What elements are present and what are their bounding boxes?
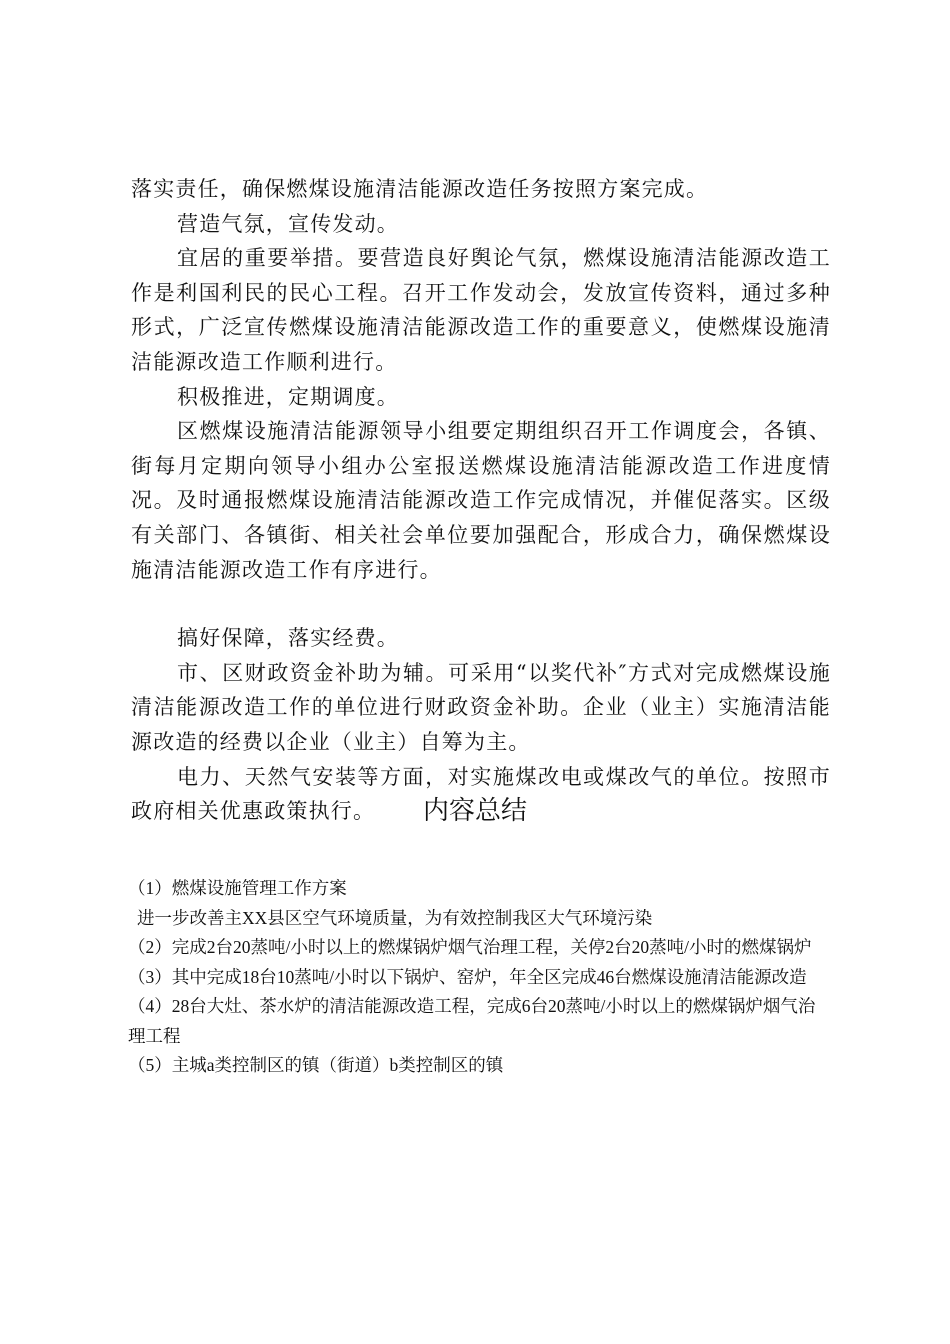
summary-item: （2）完成2台20蒸吨/小时以上的燃煤锅炉烟气治理工程，关停2台20蒸吨/小时的燃煤锅炉 — [128, 937, 812, 957]
body-paragraph: 市、区财政资金补助为辅。可采用“以奖代补″方式对完成燃煤设施清洁能源改造工作的单位进行财政资金补助。企业（业主）实施清洁能源改造的经费以企业（业主）自筹为主。 — [131, 660, 831, 754]
body-paragraph: 区燃煤设施清洁能源领导小组要定期组织召开工作调度会，各镇、街每月定期向领导小组办公室报送燃煤设施清洁能源改造工作进度情况。及时通报燃煤设施清洁能源改造工作完成情况，并催促落实。区级有关部门、各镇街、相关社会单位要加强配合，形成合力，确保燃煤设施清洁能源改造工作有序进行。 — [131, 419, 831, 582]
section-heading: 搞好保障，落实经费。 — [177, 626, 399, 651]
summary-title: 内容总结 — [422, 796, 527, 825]
summary-item: （3）其中完成18台10蒸吨/小时以下锅炉、窑炉，年全区完成46台燃煤设施清洁能源改造 — [128, 966, 807, 987]
summary-item: （4）28台大灶、茶水炉的清洁能源改造工程，完成6台20蒸吨/小时以上的燃煤锅炉烟气治理工程 — [128, 996, 816, 1046]
body-paragraph: 宜居的重要举措。要营造良好舆论气氛，燃煤设施清洁能源改造工作是利国利民的民心工程。召开工作发动会，发放宣传资料，通过多种形式，广泛宣传燃煤设施清洁能源改造工作的重要意义，使燃煤设施清洁能源改造工作顺利进行。 — [131, 246, 831, 374]
summary-list — [128, 874, 828, 1081]
summary-item: （1）燃煤设施管理工作方案 — [128, 878, 347, 898]
summary-item: 进一步改善主XX县区空气环境质量，为有效控制我区大气环境污染 — [137, 907, 653, 928]
body-text — [131, 172, 831, 829]
body-paragraph: 落实责任，确保燃煤设施清洁能源改造任务按照方案完成。 — [131, 177, 709, 201]
section-heading: 营造气氛，宣传发动。 — [177, 211, 399, 236]
summary-item: （5）主城a类控制区的镇（街道）b类控制区的镇 — [128, 1055, 504, 1075]
section-heading: 积极推进，定期调度。 — [177, 384, 399, 409]
body-paragraph: 电力、天然气安装等方面，对实施煤改电或煤改气的单位。按照市政府相关优惠政策执行。 — [131, 764, 831, 824]
